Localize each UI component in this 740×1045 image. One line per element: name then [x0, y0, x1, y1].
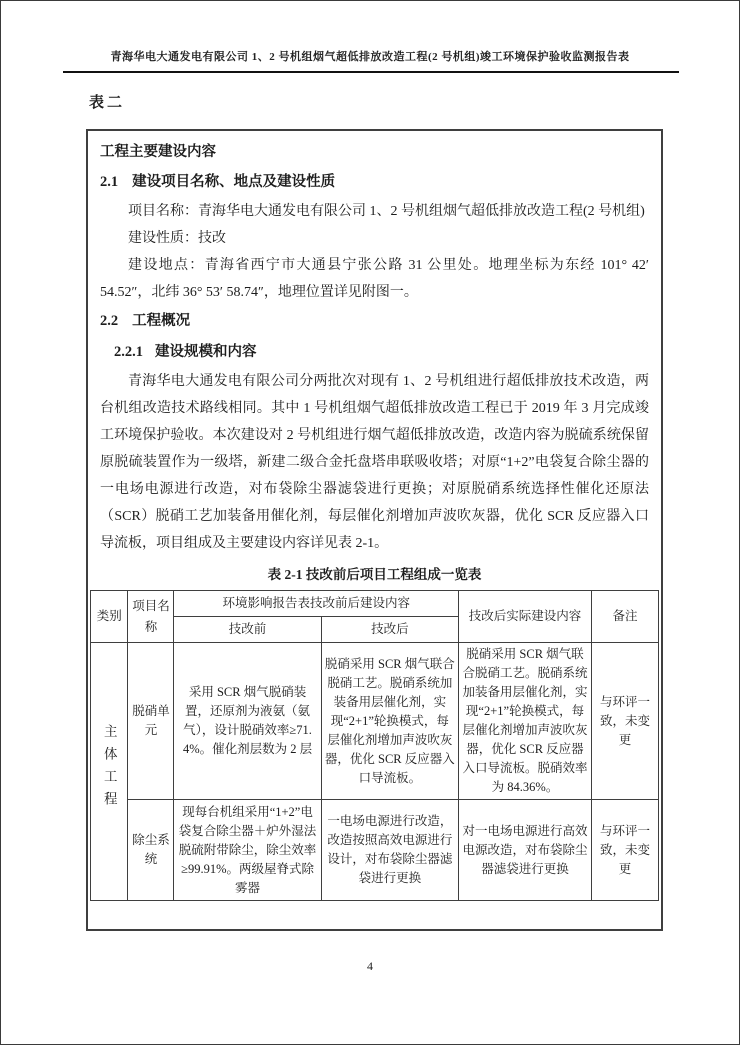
- table-row-dust-removal: [91, 800, 659, 901]
- section-2-1-heading: [98, 167, 651, 198]
- cell-denitration-actual: 脱硝采用 SCR 烟气联合脱硝工艺。脱硝系统加装备用层催化剂，实现“2+1”轮换模式，每层催化剂增加声波吹灰器，优化 SCR 反应器入口导流板。脱硝效率为 84.36%。: [459, 643, 592, 800]
- section-2-1-text: 建设项目名称、地点及建设性质: [132, 174, 336, 190]
- col-header-category: 类别: [91, 591, 128, 643]
- cell-denitration-after: 脱硝采用 SCR 烟气联合脱硝工艺。脱硝系统加装备用层催化剂，实现“2+1”轮换模式，每层催化剂增加声波吹灰器，优化 SCR 反应器入口导流板。: [321, 643, 458, 800]
- cell-denitration-before: 采用 SCR 烟气脱硝装置，还原剂为液氨（氨气），设计脱硝效率≥71.4%。催化剂层数为 2 层: [174, 643, 321, 800]
- col-header-eia-group: 环境影响报告表技改前后建设内容: [174, 591, 459, 617]
- paragraph-construction-nature: 建设性质：技改: [128, 231, 226, 246]
- col-header-remark: 备注: [591, 591, 658, 643]
- cell-denitration-item: 脱硝单元: [128, 643, 174, 800]
- cell-dust-after: 一电场电源进行改造，改造按照高效电源进行设计，对布袋除尘器滤袋进行更换: [321, 800, 458, 901]
- cell-dust-actual: 对一电场电源进行高效电源改造，对布袋除尘器滤袋进行更换: [459, 800, 592, 901]
- page-number: 4: [367, 959, 373, 973]
- section-2-2-heading: [98, 306, 651, 337]
- box-title: 工程主要建设内容: [100, 144, 216, 160]
- col-header-before: 技改前: [174, 617, 321, 643]
- section-2-2-1-heading: [98, 337, 651, 368]
- cell-dust-remark: 与环评一致，未变更: [591, 800, 658, 901]
- section-2-1-number: 2.1: [100, 174, 119, 190]
- table-2-1-caption: 表 2-1 技改前后项目工程组成一览表: [267, 567, 482, 582]
- col-header-after: 技改后: [321, 617, 458, 643]
- project-composition-table: [90, 590, 659, 901]
- cell-category-main: [91, 643, 128, 901]
- sheet-label: 表二: [89, 95, 126, 111]
- section-2-2-number: 2.2: [100, 313, 119, 329]
- header-divider: [63, 71, 679, 73]
- col-header-actual: 技改后实际建设内容: [459, 591, 592, 643]
- section-2-2-1-number: 2.2.1: [114, 344, 143, 360]
- cell-dust-item: 除尘系统: [128, 800, 174, 901]
- paragraph-project-name: 项目名称：青海华电大通发电有限公司 1、2 号机组烟气超低排放改造工程(2 号机组): [128, 204, 645, 219]
- paragraph-construction-location: 建设地点：青海省西宁市大通县宁张公路 31 公里处。地理坐标为东经 101° 42′ 54.52″，北纬 36° 53′ 58.74″，地理位置详见附图一。: [100, 258, 649, 300]
- table-header-row-1: [91, 591, 659, 617]
- col-header-item-name: 项目名称: [128, 591, 174, 643]
- category-main-vertical-text: 主体工程: [101, 723, 117, 814]
- section-2-2-1-text: 建设规模和内容: [155, 344, 257, 360]
- document-header-title: 青海华电大通发电有限公司 1、2 号机组烟气超低排放改造工程(2 号机组)竣工环境保护验收监测报告表: [110, 51, 630, 63]
- cell-dust-before: 现每台机组采用“1+2”电袋复合除尘器＋炉外湿法脱硫附带除尘，除尘效率≥99.91%。两级屋脊式除雾器: [174, 800, 321, 901]
- table-row-denitration: [91, 643, 659, 800]
- section-2-2-text: 工程概况: [132, 313, 191, 329]
- content-box: [86, 129, 663, 931]
- cell-denitration-remark: 与环评一致，未变更: [591, 643, 658, 800]
- paragraph-scale-and-content: 青海华电大通发电有限公司分两批次对现有 1、2 号机组进行超低排放技术改造，两台机组改造技术路线相同。其中 1 号机组烟气超低排放改造工程已于 2019 年 3 月完成竣工环境保护验收。本次建设对 2 号机组进行烟气超低排放改造，改造内容为脱硫系统保留原脱硫装置作为一级塔，新建二级合金托盘塔串联吸收塔；对原“1+2”电袋复合除尘器的一电场电源进行改造，对布袋除尘器滤袋进行更换；对原脱硝系统选择性催化还原法（SCR）脱硝工艺加装备用催化剂，每层催化剂增加声波吹灰器，优化 SCR 反应器入口导流板，项目组成及主要建设内容详见表 2-1。: [100, 374, 649, 551]
